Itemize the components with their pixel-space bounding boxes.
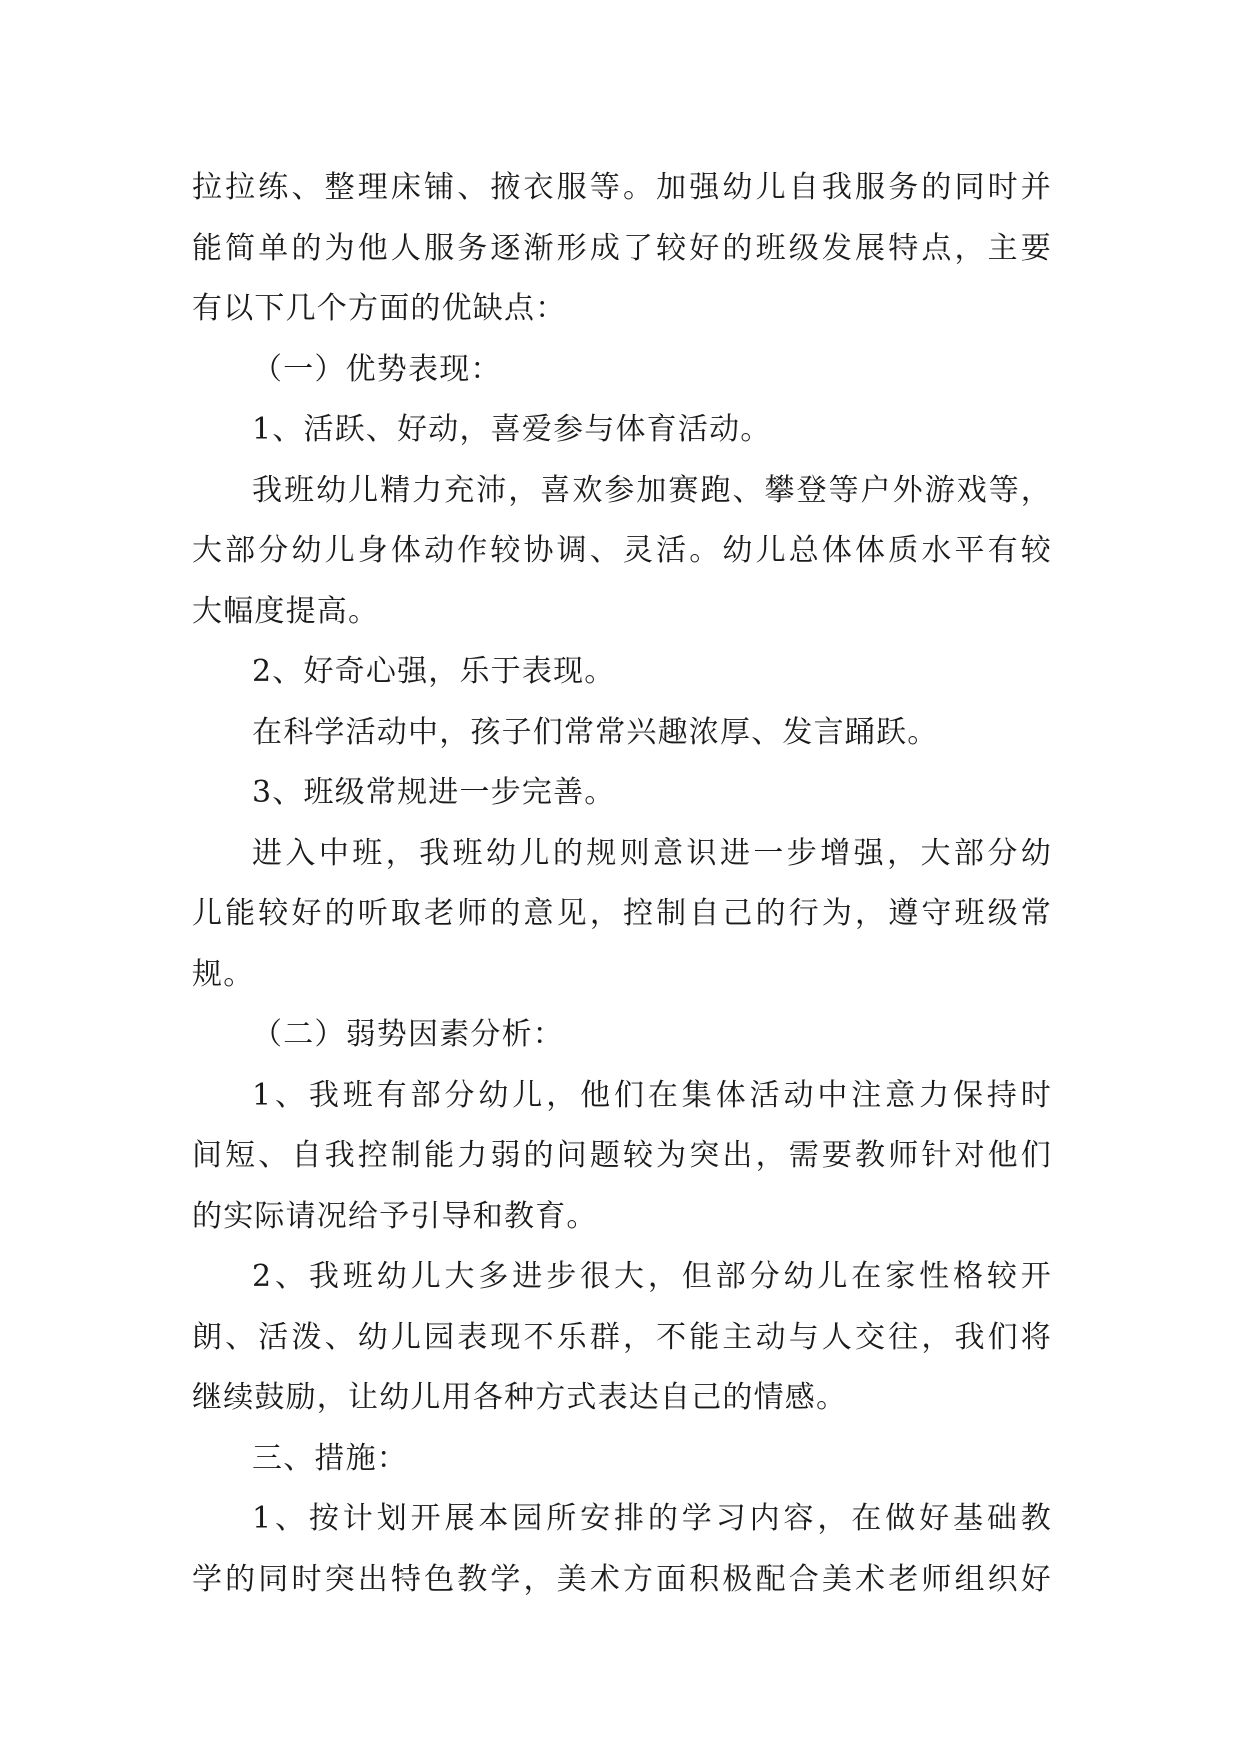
section-heading: （二）弱势因素分析： [252,1017,564,1052]
paragraph-line: 儿能较好的听取老师的意见，控制自己的行为，遵守班级常 [192,896,1052,931]
paragraph-line: 在科学活动中，孩子们常常兴趣浓厚、发言踊跃。 [252,714,939,750]
paragraph-line: 的实际请况给予引导和教育。 [192,1198,598,1234]
paragraph-line: 拉拉练、整理床铺、掖衣服等。加强幼儿自我服务的同时并 [192,170,1052,205]
paragraph-line: 间短、自我控制能力弱的问题较为突出，需要教师针对他们 [192,1138,1052,1173]
paragraph-line: 朗、活泼、幼儿园表现不乐群，不能主动与人交往，我们将 [192,1319,1052,1355]
document-body [192,158,1052,1610]
paragraph-line: 学的同时突出特色教学，美术方面积极配合美术老师组织好 [192,1561,1052,1597]
paragraph-line: 2、我班幼儿大多进步很大，但部分幼儿在家性格较开 [252,1259,1052,1294]
paragraph-line: 有以下几个方面的优缺点： [192,291,567,326]
paragraph-line: 大幅度提高。 [192,593,380,629]
paragraph-line: 能简单的为他人服务逐渐形成了较好的班级发展特点，主要 [192,230,1052,266]
list-item-heading: 3、班级常规进一步完善。 [252,775,616,810]
list-item-heading: 2、好奇心强，乐于表现。 [252,654,616,689]
paragraph-line: 继续鼓励，让幼儿用各种方式表达自己的情感。 [192,1380,848,1415]
paragraph-line: 我班幼儿精力充沛，喜欢参加赛跑、攀登等户外游戏等， [252,472,1052,508]
list-item-heading: 1、活跃、好动，喜爱参与体育活动。 [252,412,772,447]
paragraph-line: 1、按计划开展本园所安排的学习内容，在做好基础教 [252,1501,1052,1536]
paragraph-line: 1、我班有部分幼儿，他们在集体活动中注意力保持时 [252,1077,1052,1113]
paragraph-line: 规。 [192,956,255,992]
paragraph-line: 大部分幼儿身体动作较协调、灵活。幼儿总体体质水平有较 [192,533,1052,568]
section-heading: 三、措施： [252,1440,408,1476]
section-heading: （一）优势表现： [252,351,502,387]
paragraph-line: 进入中班，我班幼儿的规则意识进一步增强，大部分幼 [252,835,1052,871]
